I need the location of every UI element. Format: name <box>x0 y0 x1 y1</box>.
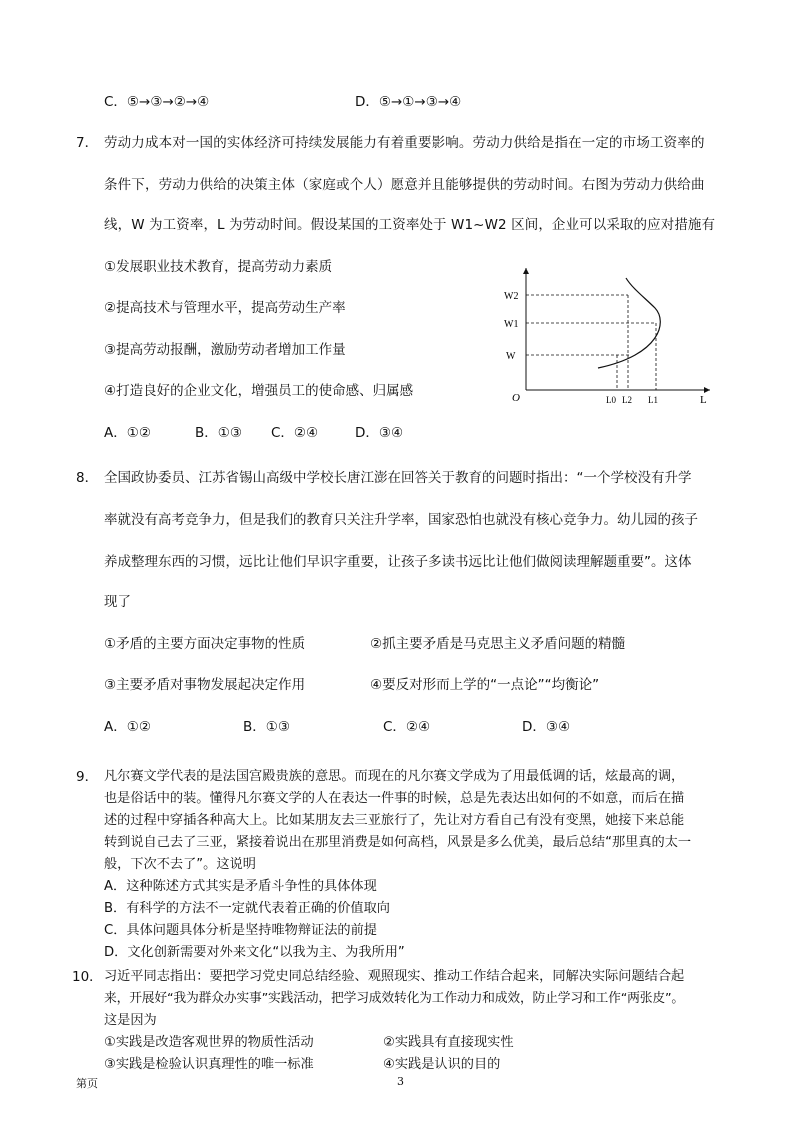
x-label-l2: L2 <box>622 395 632 405</box>
statement-item: ①矛盾的主要方面决定事物的性质 <box>104 636 306 652</box>
origin-label: O <box>512 392 520 404</box>
question-text-line: 率就没有高考竞争力，但是我们的教育只关注升学率，国家恐怕也就没有核心竞争力。幼儿园的孩子 <box>104 512 698 528</box>
question-text-line: 习近平同志指出：要把学习党史同总结经验、观照现实、推动工作结合起来，同解决实际问题结合起 <box>104 969 685 984</box>
page-number: 3 <box>397 1075 404 1088</box>
statement-item: ②提高技术与管理水平，提高劳动生产率 <box>104 300 346 316</box>
option-c-prev: C．⑤→③→②→④ <box>104 94 210 110</box>
choice-c: C．②④ <box>271 425 319 441</box>
question-text-line: 来，开展好“我为群众办实事”实践活动，把学习成效转化为工作动力和成效，防止学习和工作“两张皮”。 <box>104 991 684 1006</box>
question-text-line: 劳动力成本对一国的实体经济可持续发展能力有着重要影响。劳动力供给是指在一定的市场工资率的 <box>104 135 705 151</box>
question-text-line: 全国政协委员、江苏省锡山高级中学校长唐江澎在回答关于教育的问题时指出：“一个学校没有升学 <box>104 470 692 486</box>
labor-supply-graph <box>500 260 730 410</box>
option-c: C．具体问题具体分析是坚持唯物辩证法的前提 <box>104 923 377 938</box>
y-label-w2: W2 <box>504 291 519 302</box>
statement-item: ③实践是检验认识真理性的唯一标准 <box>104 1057 314 1072</box>
statement-item: ③主要矛盾对事物发展起决定作用 <box>104 677 306 693</box>
question-number: 7． <box>76 135 99 151</box>
choice-a: A．①② <box>104 719 151 735</box>
question-text-line: 述的过程中穿插各种高大上。比如某朋友去三亚旅行了，先让对方看自己有没有变黑，她接下来总能 <box>104 813 685 828</box>
question-number: 10． <box>72 969 103 985</box>
statement-item: ①发展职业技术教育，提高劳动力素质 <box>104 259 333 275</box>
option-a: A．这种陈述方式其实是矛盾斗争性的具体体现 <box>104 879 377 894</box>
question-number: 8． <box>76 470 99 486</box>
statement-item: ②抓主要矛盾是马克思主义矛盾问题的精髓 <box>370 636 626 652</box>
question-text-line: 这是因为 <box>104 1013 157 1028</box>
choice-b: B．①③ <box>243 719 290 735</box>
question-text-line: 线，W 为工资率，L 为劳动时间。假设某国的工资率处于 W1~W2 区间，企业可以采取的应对措施有 <box>104 217 716 233</box>
choice-d: D．③④ <box>355 425 404 441</box>
y-label-w: W <box>506 351 516 362</box>
question-text-line: 养成整理东西的习惯，远比让他们早识字重要，让孩子多读书远比让他们做阅读理解题重要”。这体 <box>104 554 692 570</box>
statement-item: ④要反对形而上学的“一点论”“均衡论” <box>370 677 600 693</box>
footer-label: 第页 <box>76 1077 98 1090</box>
question-text-line: 条件下，劳动力供给的决策主体（家庭或个人）愿意并且能够提供的劳动时间。右图为劳动力供给曲 <box>104 177 705 193</box>
x-label-l0: L0 <box>606 395 616 405</box>
statement-item: ①实践是改造客观世界的物质性活动 <box>104 1035 314 1050</box>
statement-item: ④打造良好的企业文化，增强员工的使命感、归属感 <box>104 383 414 399</box>
statement-item: ③提高劳动报酬，激励劳动者增加工作量 <box>104 342 346 358</box>
question-text-line: 转到说自己去了三亚，紧接着说出在那里消费是如何高档，风景是多么优美，最后总结“那里真的太一 <box>104 835 692 850</box>
question-text-line: 现了 <box>104 594 131 610</box>
choice-a: A．①② <box>104 425 151 441</box>
question-text-line: 凡尔赛文学代表的是法国宫殿贵族的意思。而现在的凡尔赛文学成为了用最低调的话，炫最高的调， <box>104 769 685 784</box>
y-label-w1: W1 <box>504 319 519 330</box>
question-text-line: 也是俗话中的装。懂得凡尔赛文学的人在表达一件事的时候，总是先表达出如何的不如意，而后在描 <box>104 791 685 806</box>
statement-item: ④实践是认识的目的 <box>383 1057 501 1072</box>
statement-item: ②实践具有直接现实性 <box>383 1035 514 1050</box>
question-text-line: 般，下次不去了”。这说明 <box>104 857 256 872</box>
option-d: D．文化创新需要对外来文化“以我为主、为我所用” <box>104 945 405 960</box>
option-b: B．有科学的方法不一定就代表着正确的价值取向 <box>104 901 390 916</box>
choice-d: D．③④ <box>522 719 571 735</box>
x-axis-label: L <box>700 394 707 406</box>
question-number: 9． <box>76 769 99 785</box>
x-label-l1: L1 <box>648 395 658 405</box>
option-d-prev: D．⑤→①→③→④ <box>355 94 462 110</box>
choice-c: C．②④ <box>383 719 431 735</box>
choice-b: B．①③ <box>195 425 242 441</box>
